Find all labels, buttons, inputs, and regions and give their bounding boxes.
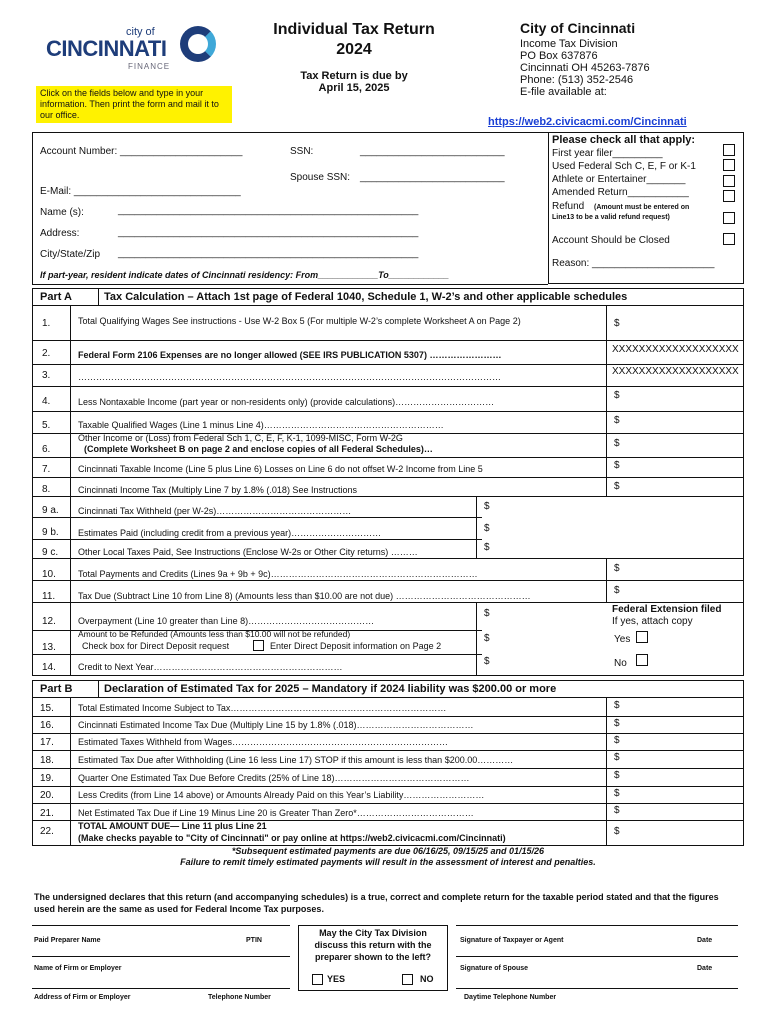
daytime-phone-label: Daytime Telephone Number <box>464 994 557 1001</box>
account-closed-checkbox[interactable] <box>723 233 735 245</box>
ssn-label: SSN: <box>290 146 314 157</box>
city-line: Income Tax Division <box>520 38 618 50</box>
line-20-desc: Less Credits (from Line 14 above) or Amounts Already Paid on this Year’s Liability……………………… <box>78 790 485 800</box>
line-8-number: 8. <box>42 484 51 495</box>
line-12-amount[interactable]: $ <box>484 608 490 619</box>
line-19-desc: Quarter One Estimated Tax Due Before Credits (25% of Line 18)……………………………………… <box>78 773 470 783</box>
first-year-filer-label: First year filer_________ <box>552 148 663 159</box>
refund-note: (Amount must be entered on <box>594 204 690 211</box>
line-9a-amount[interactable]: $ <box>484 501 490 512</box>
line-20-number: 20. <box>40 790 54 801</box>
line-1-desc: Total Qualifying Wages See instructions - Use W-2 Box 5 (For multiple W-2’s complete Worksheet A on Page 2) <box>78 316 521 326</box>
line-20-amount[interactable]: $ <box>614 788 620 799</box>
names-label: Name (s): <box>40 207 84 218</box>
city-name: City of Cincinnati <box>520 20 636 36</box>
spouse-date-label: Date <box>697 965 713 972</box>
line-1-amount[interactable]: $ <box>614 318 620 329</box>
line-15-number: 15. <box>40 703 54 714</box>
line-18-number: 18. <box>40 755 54 766</box>
line-2-amount: XXXXXXXXXXXXXXXXXXX <box>612 344 739 355</box>
discuss-no-label: NO <box>420 974 434 984</box>
line-9c-number: 9 c. <box>42 547 59 558</box>
logo-c-icon <box>180 26 216 62</box>
line-22-number: 22. <box>40 826 54 837</box>
line-21-number: 21. <box>40 808 54 819</box>
line-13-desc: Amount to be Refunded (Amounts less than $10.00 will not be refunded) <box>78 629 351 639</box>
line-9c-amount[interactable]: $ <box>484 542 490 553</box>
line-8-desc: Cincinnati Income Tax (Multiply Line 7 by 1.8% (.018) See Instructions <box>78 485 357 495</box>
line-6-desc: Other Income or (Loss) from Federal Sch 1, C, E, F, K-1, 1099-MISC, Form W-2G <box>78 433 403 443</box>
line-13-desc-2: Check box for Direct Deposit request <box>82 641 230 651</box>
line-10-amount[interactable]: $ <box>614 563 620 574</box>
line-12-number: 12. <box>42 616 56 627</box>
city-line: Cincinnati OH 45263-7876 <box>520 62 650 74</box>
line-13-desc-3: Enter Direct Deposit information on Page 2 <box>270 641 442 651</box>
direct-deposit-checkbox[interactable] <box>253 640 264 651</box>
refund-label: Refund <box>552 201 585 212</box>
address-field[interactable]: ______________________________________________________ <box>118 227 419 238</box>
discuss-yes-label: YES <box>327 974 346 984</box>
firm-address-label: Address of Firm or Employer <box>34 994 131 1001</box>
account-closed-label: Account Should be Closed <box>552 235 670 246</box>
line-17-amount[interactable]: $ <box>614 735 620 746</box>
line-18-amount[interactable]: $ <box>614 752 620 763</box>
reason-field[interactable]: Reason: ______________________ <box>552 258 715 269</box>
logo-small-text: city of <box>126 26 155 38</box>
line-13-amount[interactable]: $ <box>484 633 490 644</box>
line-7-desc: Cincinnati Taxable Income (Line 5 plus Line 6) Losses on Line 6 do not offset W-2 Income from Line 5 <box>78 464 483 474</box>
line-14-number: 14. <box>42 662 56 673</box>
spouse-ssn-label: Spouse SSN: <box>290 172 351 183</box>
ptin-label: PTIN <box>246 937 262 944</box>
line-4-amount[interactable]: $ <box>614 390 620 401</box>
first-year-filer-checkbox[interactable] <box>723 144 735 156</box>
refund-checkbox[interactable] <box>723 212 735 224</box>
discuss-no-checkbox[interactable] <box>402 974 413 985</box>
logo-sub-text: FINANCE <box>128 62 171 71</box>
part-b-label: Part B <box>40 683 73 695</box>
line-9c-desc: Other Local Taxes Paid, See Instructions (Enclose W-2s or Other City returns) ……… <box>78 547 418 557</box>
ssn-field[interactable]: __________________________ <box>360 146 505 157</box>
line-16-number: 16. <box>40 720 54 731</box>
line-9b-number: 9 b. <box>42 527 59 538</box>
title-line1: Individual Tax Return <box>273 21 435 38</box>
preparer-name-label: Paid Preparer Name <box>34 937 101 944</box>
taxpayer-signature-label: Signature of Taxpayer or Agent <box>460 937 564 944</box>
discuss-question: May the City Tax Division discuss this return with the preparer shown to the left? <box>314 928 432 962</box>
line-6-desc-2: (Complete Worksheet B on page 2 and enclose copies of all Federal Schedules)… <box>84 444 433 454</box>
line-6-number: 6. <box>42 444 51 455</box>
line-5-amount[interactable]: $ <box>614 415 620 426</box>
extension-yes-checkbox[interactable] <box>636 631 648 643</box>
line-22-amount[interactable]: $ <box>614 826 620 837</box>
line-8-amount[interactable]: $ <box>614 481 620 492</box>
efile-link[interactable]: https://web2.civicacmi.com/Cincinnati <box>488 116 687 128</box>
title-year: 2024 <box>336 41 372 58</box>
taxpayer-date-label: Date <box>697 937 713 944</box>
line-2-number: 2. <box>42 348 51 359</box>
sch-c-checkbox[interactable] <box>723 159 735 171</box>
line-21-amount[interactable]: $ <box>614 805 620 816</box>
names-field[interactable]: ______________________________________________________ <box>118 205 419 216</box>
line-3-number: 3. <box>42 370 51 381</box>
line-6-amount[interactable]: $ <box>614 438 620 449</box>
line-10-desc: Total Payments and Credits (Lines 9a + 9b + 9c)…………………………………………………………… <box>78 569 478 579</box>
line-11-number: 11. <box>42 591 56 602</box>
line-16-amount[interactable]: $ <box>614 718 620 729</box>
city-logo <box>46 24 216 74</box>
line-15-desc: Total Estimated Income Subject to Tax……………………………………………………………… <box>78 703 447 713</box>
address-label: Address: <box>40 228 80 239</box>
line-3-desc[interactable]: …………………………………………………………………………………………………………………………… <box>78 372 501 382</box>
due-line1: Tax Return is due by <box>300 70 408 82</box>
line-19-amount[interactable]: $ <box>614 770 620 781</box>
line-7-number: 7. <box>42 464 51 475</box>
spouse-ssn-field[interactable]: __________________________ <box>360 172 505 183</box>
athlete-checkbox[interactable] <box>723 175 735 187</box>
city-line: Phone: (513) 352-2546 <box>520 74 634 86</box>
email-field[interactable]: E-Mail: ______________________________ <box>40 186 241 197</box>
line-22-note: (Make checks payable to "City of Cincinnati" or pay online at https://web2.civicacmi.com/Cincinnati) <box>78 833 506 843</box>
line-4-desc: Less Nontaxable Income (part year or non-residents only) (provide calculations)…………………………… <box>78 397 495 407</box>
extension-no-label: No <box>614 658 627 669</box>
line-2-desc: Federal Form 2106 Expenses are no longer allowed (SEE IRS PUBLICATION 5307) …………………… <box>78 350 502 360</box>
extension-yes-label: Yes <box>614 634 631 645</box>
logo-main-text: CINCINNATI <box>46 36 167 61</box>
declaration-text: The undersigned declares that this return (and accompanying schedules) is a true, correct and complete return for the taxable period stated and that the figures used herein are the same as used for Federal Income Tax purposes. <box>34 892 719 914</box>
line-19-number: 19. <box>40 773 54 784</box>
checks-title: Please check all that apply: <box>552 134 696 146</box>
instructions-notice: Click on the fields below and type in your information. Then print the form and mail it to our office. <box>36 86 232 123</box>
firm-name-label: Name of Firm or Employer <box>34 965 122 972</box>
account-number-field[interactable]: Account Number: ______________________ <box>40 146 243 157</box>
extension-title: Federal Extension filed <box>612 604 722 615</box>
line-17-desc: Estimated Taxes Withheld from Wages……………………………………………………………… <box>78 737 449 747</box>
part-a-label: Part A <box>40 291 72 303</box>
line-13-number: 13. <box>42 642 56 653</box>
line-7-amount[interactable]: $ <box>614 460 620 471</box>
part-year-residency[interactable]: If part-year, resident indicate dates of Cincinnati residency: From____________To____________ <box>40 270 449 280</box>
line-10-number: 10. <box>42 569 56 580</box>
telephone-label: Telephone Number <box>208 994 271 1001</box>
line-11-desc: Tax Due (Subtract Line 10 from Line 8) (Amounts less than $10.00 are not due) ……………………………………… <box>78 591 531 601</box>
sch-c-label: Used Federal Sch C, E, F or K-1 <box>552 161 696 172</box>
city-state-zip-label: City/State/Zip <box>40 249 101 260</box>
city-line: E-file available at: <box>520 86 607 98</box>
penalty-note: Failure to remit timely estimated payments will result in the assessment of interest and penalties. <box>180 857 596 867</box>
part-b-title: Declaration of Estimated Tax for 2025 – Mandatory if 2024 liability was $200.00 or more <box>104 683 557 695</box>
extension-no-checkbox[interactable] <box>636 654 648 666</box>
spouse-signature-label: Signature of Spouse <box>460 965 529 972</box>
line-14-desc: Credit to Next Year……………………………………………………… <box>78 662 343 672</box>
discuss-yes-checkbox[interactable] <box>312 974 323 985</box>
line-16-desc: Cincinnati Estimated Income Tax Due (Multiply Line 15 by 1.8% (.018)………………………………… <box>78 720 474 730</box>
due-line2: April 15, 2025 <box>318 82 390 94</box>
line-12-desc: Overpayment (Line 10 greater than Line 8)…………………………………… <box>78 616 375 626</box>
line-9a-number: 9 a. <box>42 505 59 516</box>
line-5-number: 5. <box>42 420 51 431</box>
athlete-label: Athlete or Entertainer_______ <box>552 174 686 185</box>
form-title <box>246 20 462 94</box>
line-1-number: 1. <box>42 318 51 329</box>
line-22-desc: TOTAL AMOUNT DUE— Line 11 plus Line 21 <box>78 821 267 831</box>
line-21-desc: Net Estimated Tax Due if Line 19 Minus Line 20 is Greater Than Zero*………………………………… <box>78 808 474 818</box>
refund-note: Line13 to be a valid refund request) <box>552 214 670 221</box>
city-line: PO Box 637876 <box>520 50 598 62</box>
line-15-amount[interactable]: $ <box>614 700 620 711</box>
line-9b-desc: Estimates Paid (including credit from a previous year)………………………… <box>78 528 382 538</box>
city-address-block <box>520 20 730 98</box>
estimated-due-dates: *Subsequent estimated payments are due 06/16/25, 09/15/25 and 01/15/26 <box>231 846 545 856</box>
extension-sub: If yes, attach copy <box>612 616 693 627</box>
amended-label: Amended Return___________ <box>552 187 689 198</box>
line-3-amount: XXXXXXXXXXXXXXXXXXX <box>612 366 739 377</box>
line-5-desc: Taxable Qualified Wages (Line 1 minus Line 4)…………………………………………………… <box>78 420 444 430</box>
line-17-number: 17. <box>40 737 54 748</box>
line-14-amount[interactable]: $ <box>484 656 490 667</box>
line-11-amount[interactable]: $ <box>614 585 620 596</box>
line-18-desc: Estimated Tax Due after Withholding (Line 16 less Line 17) STOP if this amount is less than $200.00………… <box>78 755 514 765</box>
line-4-number: 4. <box>42 396 51 407</box>
line-9a-desc: Cincinnati Tax Withheld (per W-2s)……………………………………… <box>78 506 352 516</box>
part-a-title: Tax Calculation – Attach 1st page of Federal 1040, Schedule 1, W-2’s and other applicable schedules <box>104 291 628 303</box>
city-state-zip-field[interactable]: ______________________________________________________ <box>118 248 419 259</box>
line-9b-amount[interactable]: $ <box>484 523 490 534</box>
amended-checkbox[interactable] <box>723 190 735 202</box>
